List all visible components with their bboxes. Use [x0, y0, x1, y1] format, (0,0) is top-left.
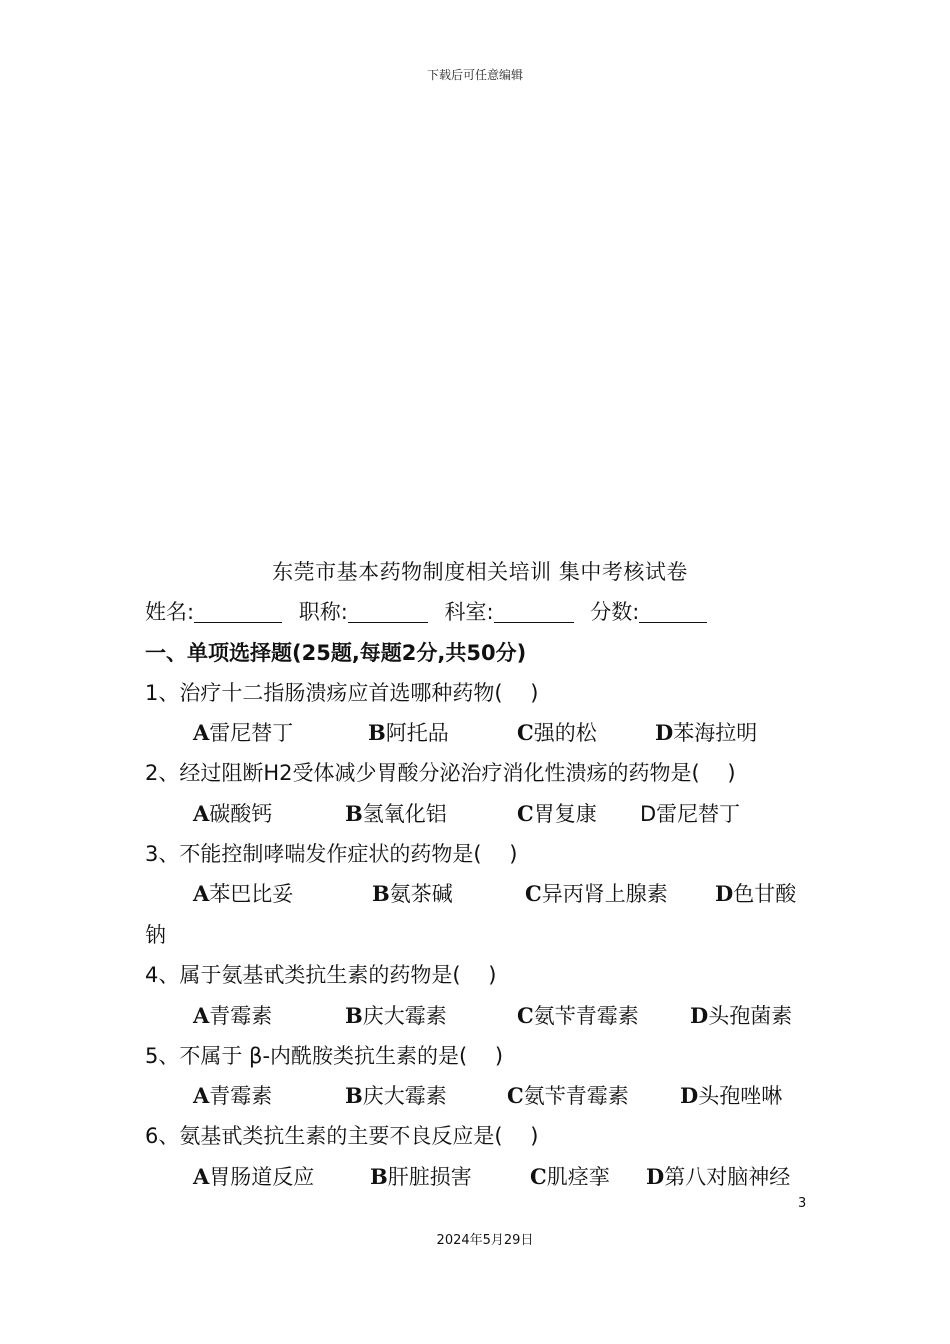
info-fields-row: [145, 596, 717, 626]
footer-date: 2024年5月29日: [436, 1233, 534, 1248]
q4-option-d[interactable]: [690, 1000, 792, 1030]
q5-option-b[interactable]: [345, 1080, 447, 1110]
q2-option-d[interactable]: [640, 798, 740, 828]
option-key: C: [530, 1164, 547, 1189]
score-field: [590, 596, 717, 626]
q5-option-c[interactable]: [507, 1080, 629, 1110]
page-number: 3: [798, 1196, 807, 1211]
option-text: 庆大霉素: [362, 1084, 447, 1108]
q3-option-b[interactable]: [372, 878, 453, 908]
q2-option-c[interactable]: [517, 798, 597, 828]
option-text: 氨苄青霉素: [533, 1004, 639, 1028]
option-text: 肌痉挛: [546, 1165, 610, 1189]
option-text: 阿托品: [385, 721, 449, 745]
option-key: B: [345, 1003, 363, 1028]
option-key: B: [368, 720, 386, 745]
q3-option-a[interactable]: [193, 878, 293, 908]
question-3: 3、不能控制哮喘发作症状的药物是( ): [145, 842, 518, 866]
option-text: 胃肠道反应: [209, 1165, 315, 1189]
q4-option-a[interactable]: [193, 1000, 272, 1030]
q3-option-c[interactable]: [525, 878, 668, 908]
q1-option-d[interactable]: [655, 717, 757, 747]
q6-option-a[interactable]: [193, 1161, 314, 1191]
option-text: 苯巴比妥: [209, 882, 294, 906]
option-key: A: [193, 1003, 210, 1028]
option-text: 雷尼替丁: [656, 802, 741, 826]
question-4: 4、属于氨基甙类抗生素的药物是( ): [145, 963, 497, 987]
q3-option-d[interactable]: [715, 878, 796, 908]
q1-option-c[interactable]: [517, 717, 597, 747]
q5-option-a[interactable]: [193, 1080, 272, 1110]
department-field: [445, 596, 584, 626]
option-text: 青霉素: [209, 1084, 273, 1108]
question-2: 2、经过阻断H2受体减少胃酸分泌治疗消化性溃疡的药物是( ): [145, 761, 736, 785]
q2-option-a[interactable]: [193, 798, 272, 828]
option-key: A: [193, 1164, 210, 1189]
option-key: B: [370, 1164, 388, 1189]
option-key: C: [517, 801, 534, 826]
option-text: 第八对脑神经: [664, 1165, 791, 1189]
option-key: B: [345, 801, 363, 826]
section-heading: 一、单项选择题(25题,每题2分,共50分): [145, 641, 527, 665]
header-note: 下载后可任意编辑: [426, 68, 523, 82]
option-text: 苯海拉明: [673, 721, 758, 745]
option-key: A: [193, 881, 210, 906]
q6-option-d[interactable]: [646, 1161, 790, 1191]
question-1: 1、治疗十二指肠溃疡应首选哪种药物( ): [145, 681, 539, 705]
department-blank[interactable]: [494, 602, 574, 623]
q5-option-d[interactable]: [680, 1080, 782, 1110]
q3-option-d-wrap: 钠: [145, 923, 166, 947]
department-label: 科室:: [444, 600, 494, 624]
title-field: [299, 596, 438, 626]
q4-option-c[interactable]: [517, 1000, 639, 1030]
option-key: B: [372, 881, 390, 906]
question-5: 5、不属于 β-内酰胺类抗生素的是( ): [145, 1044, 504, 1068]
option-key: D: [690, 1003, 709, 1028]
option-text: 碳酸钙: [209, 802, 273, 826]
option-text: 头孢菌素: [708, 1004, 793, 1028]
option-key: B: [345, 1083, 363, 1108]
option-key: D: [715, 881, 734, 906]
option-text: 氨茶碱: [389, 882, 453, 906]
option-key: D: [680, 1083, 699, 1108]
q6-option-c[interactable]: [530, 1161, 610, 1191]
q2-option-b[interactable]: [345, 798, 447, 828]
option-key: C: [525, 881, 542, 906]
option-text: 胃复康: [533, 802, 597, 826]
option-text: 氢氧化铝: [362, 802, 447, 826]
option-text: 肝脏损害: [387, 1165, 472, 1189]
option-text: 青霉素: [209, 1004, 273, 1028]
score-blank[interactable]: [639, 602, 707, 623]
option-text: 异丙肾上腺素: [541, 882, 668, 906]
q6-option-b[interactable]: [370, 1161, 472, 1191]
option-text: 色甘酸: [733, 882, 797, 906]
q4-option-b[interactable]: [345, 1000, 447, 1030]
option-key: D: [655, 720, 674, 745]
option-key: A: [193, 801, 210, 826]
name-field: [145, 596, 292, 626]
option-text: 头孢唑啉: [698, 1084, 783, 1108]
name-blank[interactable]: [194, 602, 282, 623]
option-key: D: [640, 802, 657, 826]
exam-title: 东莞市基本药物制度相关培训 集中考核试卷: [272, 560, 688, 584]
title-label: 职称:: [298, 600, 348, 624]
q1-option-b[interactable]: [368, 717, 449, 747]
option-text: 强的松: [533, 721, 597, 745]
question-6: 6、氨基甙类抗生素的主要不良反应是( ): [145, 1124, 539, 1148]
q1-option-a[interactable]: [193, 717, 293, 747]
option-key: D: [646, 1164, 665, 1189]
option-text: 雷尼替丁: [209, 721, 294, 745]
option-text: 庆大霉素: [362, 1004, 447, 1028]
option-key: C: [517, 720, 534, 745]
name-label: 姓名:: [145, 600, 195, 624]
option-key: A: [193, 1083, 210, 1108]
option-key: C: [517, 1003, 534, 1028]
score-label: 分数:: [590, 600, 640, 624]
option-key: A: [193, 720, 210, 745]
title-blank[interactable]: [348, 602, 428, 623]
option-key: C: [507, 1083, 524, 1108]
option-text: 氨苄青霉素: [523, 1084, 629, 1108]
